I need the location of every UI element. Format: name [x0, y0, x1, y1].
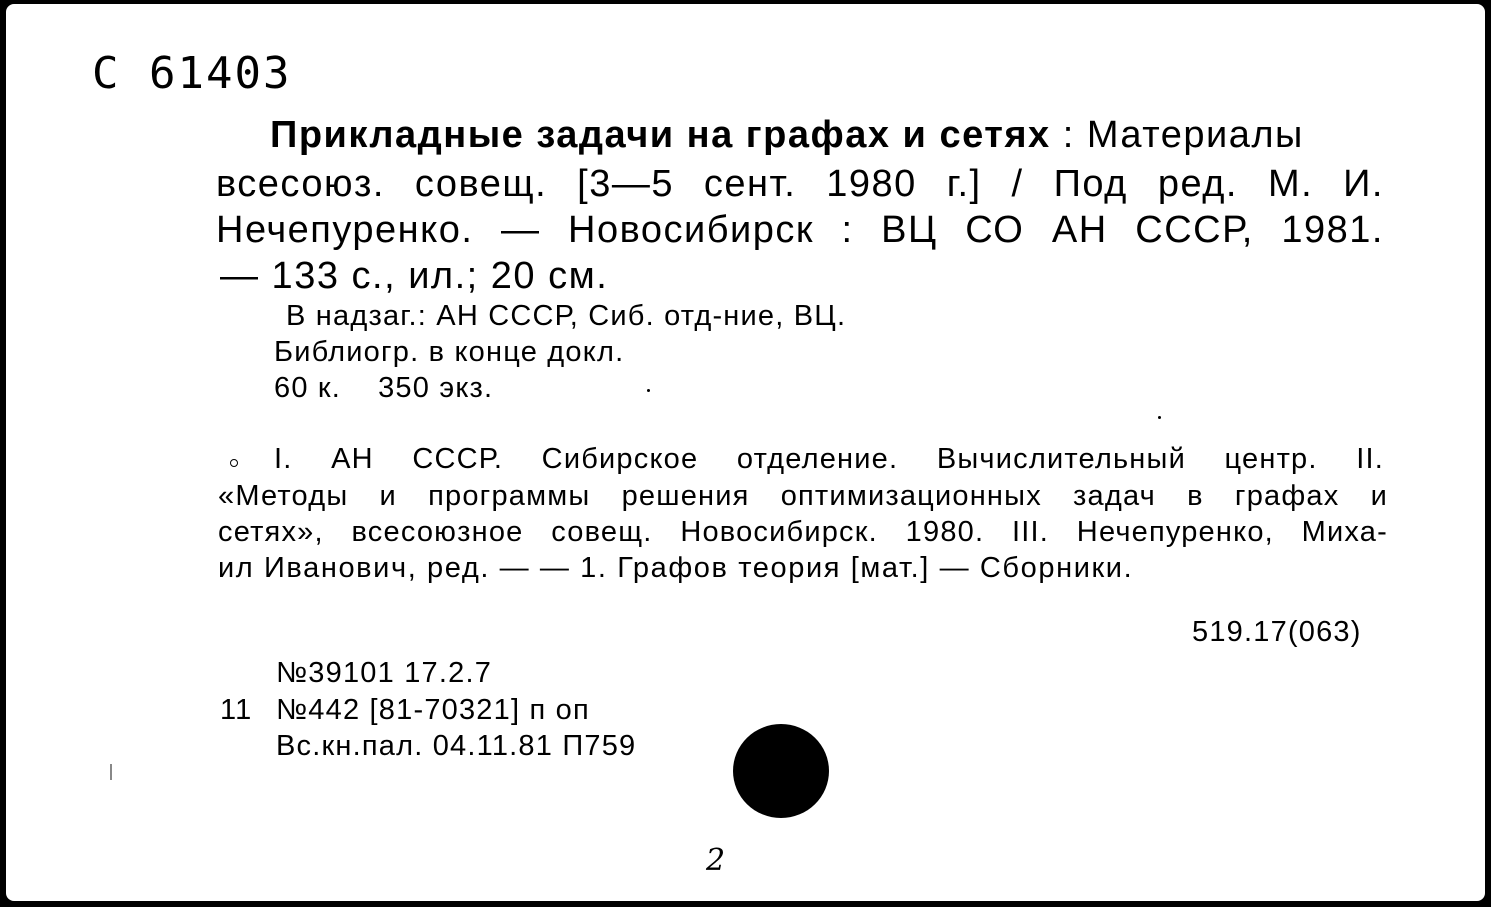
- card-number-prefix: 11: [220, 694, 253, 726]
- catalog-card: [6, 4, 1485, 901]
- call-number: С 61403: [92, 48, 292, 99]
- punch-hole: [733, 724, 829, 818]
- entry-title-rest: : Материалы: [1050, 114, 1304, 156]
- speck-mark: [647, 389, 650, 392]
- card-number-line-2: №442 [81-70321] п оп: [276, 694, 590, 726]
- note-price: 60 к. 350 экз.: [274, 372, 494, 404]
- card-number-line-1: №39101 17.2.7: [276, 657, 493, 689]
- entry-title: Прикладные задачи на графах и сетях: [270, 114, 1051, 156]
- handwritten-mark: 2: [706, 843, 726, 878]
- entry-line-3: Нечепуренко. — Новосибирск : ВЦ СО АН СССР, 1981.: [216, 209, 1384, 251]
- entry-line-4: — 133 с., ил.; 20 см.: [220, 255, 609, 297]
- tracing-line-3: сетях», всесоюзное совещ. Новосибирск. 1980. III. Нечепуренко, Миха-: [218, 516, 1388, 548]
- udc-number: 519.17(063): [1192, 616, 1362, 648]
- entry-line-1: [270, 116, 1304, 154]
- speck-mark: [1158, 416, 1161, 419]
- tracing-line-1: I. АН СССР. Сибирское отделение. Вычислительный центр. II.: [274, 443, 1384, 475]
- entry-line-2: всесоюз. совещ. [3—5 сент. 1980 г.] / Под ред. М. И.: [216, 163, 1384, 205]
- tracing-line-4: ил Иванович, ред. — — 1. Графов теория [мат.] — Сборники.: [218, 552, 1134, 584]
- card-number-line-3: Вс.кн.пал. 04.11.81 П759: [276, 730, 637, 762]
- margin-speck: [110, 764, 112, 780]
- tracing-line-2: «Методы и программы решения оптимизационных задач в графах и: [218, 480, 1388, 512]
- ring-mark: [230, 459, 238, 467]
- note-bibliography: Библиогр. в конце докл.: [274, 336, 625, 368]
- note-heading: В надзаг.: АН СССР, Сиб. отд-ние, ВЦ.: [286, 300, 847, 332]
